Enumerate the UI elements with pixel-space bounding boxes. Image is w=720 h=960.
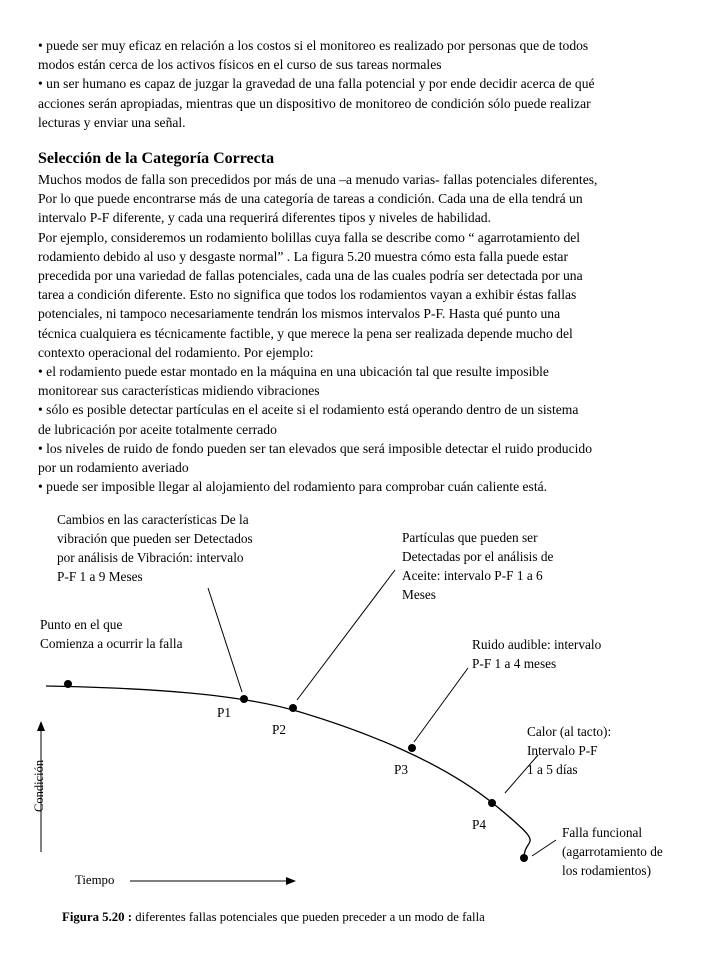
caption-label: Figura 5.20 : — [62, 910, 133, 924]
p4-label: P4 — [472, 817, 487, 832]
p2-point — [289, 704, 297, 712]
body-line: precedida por una variedad de fallas potenciales, cada una de las cuales podría ser detectada por una — [38, 268, 583, 284]
body-line: potenciales, ni tampoco necesariamente tendrán los mismos intervalos P-F. Hasta qué punto una — [38, 306, 561, 322]
bullet-line: • puede ser muy eficaz en relación a los costos si el monitoreo es realizado por personas que de todos — [38, 38, 589, 53]
heat-label: Calor (al tacto): Intervalo P-F 1 a 5 días — [527, 724, 612, 777]
body-line: por un rodamiento averiado — [38, 460, 189, 476]
body-line: Por ejemplo, consideremos un rodamiento bolillas cuya falla se describe como “ agarrotamiento del — [38, 229, 581, 245]
p1-label: P1 — [217, 705, 232, 720]
y-axis-label: Condición — [32, 759, 46, 812]
functional-failure-label: Falla funcional (agarrotamiento de los rodamientos) — [562, 825, 663, 878]
p4-point — [488, 799, 496, 807]
p3-point — [408, 744, 416, 752]
pf-curve — [46, 686, 530, 858]
start-label: Punto en el que Comienza a ocurrir la falla — [40, 617, 183, 651]
bullet-line: acciones serán apropiadas, mientras que un dispositivo de monitoreo de condición sólo puede realizar — [38, 95, 591, 111]
body-line: contexto operacional del rodamiento. Por ejemplo: — [38, 344, 314, 360]
p1-point — [240, 695, 248, 703]
noise-leader — [414, 668, 468, 742]
body-line: • sólo es posible detectar partículas en el aceite si el rodamiento está operando dentro de un sistema — [38, 402, 579, 418]
body-line: rodamiento debido al uso y desgaste normal” . La figura 5.20 muestra cómo esta falla puede estar — [38, 248, 568, 264]
bullet-line: modos están cerca de los activos físicos en el curso de sus tareas normales — [38, 57, 442, 73]
section-title: Selección de la Categoría Correcta — [38, 150, 275, 167]
body-line: Por lo que puede encontrarse más de una categoría de tareas a condición. Cada una de ella tendrá un — [38, 191, 583, 207]
body-line: • puede ser imposible llegar al alojamiento del rodamiento para comprobar cuán caliente está. — [38, 479, 548, 495]
body-line: • el rodamiento puede estar montado en la máquina en una ubicación tal que resulte imposible — [38, 364, 549, 380]
caption-text: diferentes fallas potenciales que pueden preceder a un modo de falla — [132, 910, 485, 924]
body-line: intervalo P-F diferente, y cada una requerirá diferentes tipos y niveles de habilidad. — [38, 210, 491, 226]
particles-leader — [297, 570, 395, 700]
p2-label: P2 — [272, 722, 287, 737]
body-line: de lubricación por aceite totalmente cerrado — [38, 421, 277, 437]
body-line: tarea a condición diferente. Esto no significa que todos los rodamientos vayan a exhibir éstas fallas — [38, 287, 577, 303]
functional-leader — [532, 840, 556, 856]
body-line: Muchos modos de falla son precedidos por más de una –a menudo varias- fallas potenciales diferentes, — [38, 172, 598, 187]
vibration-leader — [208, 588, 242, 692]
body-line: técnica cualquiera es técnicamente factible, y que merece la pena ser realizada depende mucho del — [38, 325, 573, 341]
vibration-label: Cambios en las características De la vibración que pueden ser Detectados por análisis de Vibración: intervalo P-F 1 a 9 Meses — [57, 512, 253, 584]
bullet-line: • un ser humano es capaz de juzgar la gravedad de una falla potencial y por ende decidir acerca de qué — [38, 76, 595, 92]
x-axis-label: Tiempo — [75, 873, 115, 887]
figure-caption — [62, 910, 485, 925]
bullet-line: lecturas y enviar una señal. — [38, 114, 186, 130]
noise-label: Ruido audible: intervalo P-F 1 a 4 meses — [472, 637, 602, 671]
start-point — [64, 680, 72, 688]
p3-label: P3 — [394, 762, 409, 777]
body-line: monitorear sus características midiendo vibraciones — [38, 383, 320, 399]
body-line: • los niveles de ruido de fondo pueden ser tan elevados que será imposible detectar el ruido producido — [38, 440, 593, 456]
functional-failure-point — [520, 854, 528, 862]
particles-label: Partículas que pueden ser Detectadas por el análisis de Aceite: intervalo P-F 1 a 6 Meses — [402, 530, 554, 602]
